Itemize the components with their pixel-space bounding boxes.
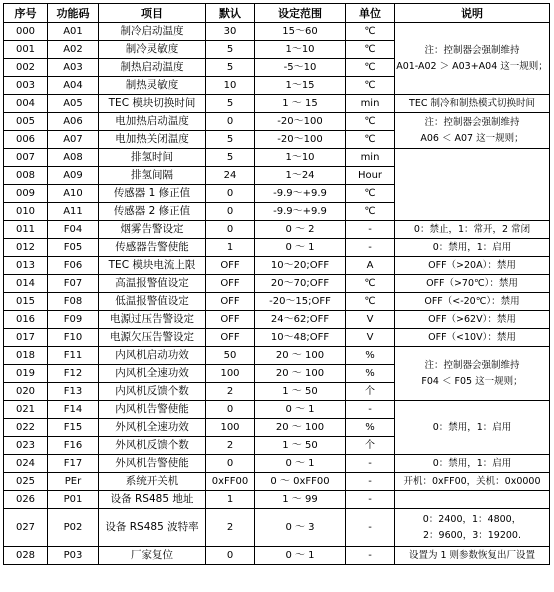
default-cell: 1 — [206, 491, 255, 509]
unit-cell: Hour — [346, 167, 395, 185]
index-cell: 008 — [4, 167, 48, 185]
default-cell: 0 — [206, 185, 255, 203]
unit-cell: V — [346, 329, 395, 347]
index-cell: 000 — [4, 23, 48, 41]
unit-cell: ℃ — [346, 275, 395, 293]
description-cell: OFF（>70℃）：禁用 — [395, 275, 550, 293]
table-row — [4, 23, 550, 41]
unit-cell: ℃ — [346, 77, 395, 95]
header-item: 项目 — [99, 4, 206, 23]
default-cell: OFF — [206, 257, 255, 275]
code-cell: A02 — [48, 41, 99, 59]
item-cell: 电加热关闭温度 — [99, 131, 206, 149]
unit-cell: % — [346, 347, 395, 365]
item-cell: 电加热启动温度 — [99, 113, 206, 131]
index-cell: 005 — [4, 113, 48, 131]
code-cell: F05 — [48, 239, 99, 257]
index-cell: 004 — [4, 95, 48, 113]
unit-cell: ℃ — [346, 293, 395, 311]
item-cell: 传感器告警使能 — [99, 239, 206, 257]
code-cell: F10 — [48, 329, 99, 347]
item-cell: 内风机启动功效 — [99, 347, 206, 365]
code-cell: A03 — [48, 59, 99, 77]
code-cell: A10 — [48, 185, 99, 203]
unit-cell: - — [346, 401, 395, 419]
unit-cell: ℃ — [346, 185, 395, 203]
item-cell: 制热启动温度 — [99, 59, 206, 77]
unit-cell: - — [346, 473, 395, 491]
index-cell: 021 — [4, 401, 48, 419]
index-cell: 020 — [4, 383, 48, 401]
item-cell: 电源过压告警设定 — [99, 311, 206, 329]
header-range: 设定范围 — [255, 4, 346, 23]
range-cell: 1～24 — [255, 167, 346, 185]
item-cell: 内风机反馈个数 — [99, 383, 206, 401]
unit-cell: V — [346, 311, 395, 329]
index-cell: 015 — [4, 293, 48, 311]
range-cell: 20 ～ 100 — [255, 419, 346, 437]
range-cell: 15～60 — [255, 23, 346, 41]
description-cell: 开机：0xFF00，关机：0x0000 — [395, 473, 550, 491]
default-cell: 1 — [206, 239, 255, 257]
item-cell: 厂家复位 — [99, 547, 206, 565]
code-cell: P03 — [48, 547, 99, 565]
unit-cell: - — [346, 455, 395, 473]
code-cell: A04 — [48, 77, 99, 95]
item-cell: 电源欠压告警设定 — [99, 329, 206, 347]
unit-cell: - — [346, 239, 395, 257]
code-cell: F11 — [48, 347, 99, 365]
table-row — [4, 239, 550, 257]
range-cell: 0 ～ 1 — [255, 455, 346, 473]
item-cell: 内风机全速功效 — [99, 365, 206, 383]
index-cell: 009 — [4, 185, 48, 203]
note-line: 0：2400，1：4800， — [422, 513, 522, 525]
range-cell: 1 ～ 15 — [255, 95, 346, 113]
description-cell: 0：禁用，1：启用 — [395, 455, 550, 473]
index-cell: 001 — [4, 41, 48, 59]
item-cell: 制冷灵敏度 — [99, 41, 206, 59]
code-cell: A07 — [48, 131, 99, 149]
code-cell: P01 — [48, 491, 99, 509]
range-cell: -20～15;OFF — [255, 293, 346, 311]
default-cell: 5 — [206, 41, 255, 59]
description-cell: OFF（>62V）：禁用 — [395, 311, 550, 329]
default-cell: 5 — [206, 59, 255, 77]
unit-cell: - — [346, 509, 395, 547]
default-cell: OFF — [206, 293, 255, 311]
table-row — [4, 293, 550, 311]
code-cell: A09 — [48, 167, 99, 185]
index-cell: 028 — [4, 547, 48, 565]
range-cell: 0 ～ 1 — [255, 401, 346, 419]
table-row — [4, 95, 550, 113]
index-cell: 017 — [4, 329, 48, 347]
description-cell — [395, 509, 550, 547]
default-cell: 5 — [206, 95, 255, 113]
default-cell: 2 — [206, 509, 255, 547]
range-cell: 1 ～ 50 — [255, 437, 346, 455]
table-row — [4, 347, 550, 365]
range-cell: 10～20;OFF — [255, 257, 346, 275]
unit-cell: - — [346, 547, 395, 565]
table-row — [4, 455, 550, 473]
default-cell: 0 — [206, 455, 255, 473]
unit-cell: - — [346, 491, 395, 509]
index-cell: 006 — [4, 131, 48, 149]
item-cell: 传感器 1 修正值 — [99, 185, 206, 203]
table-row — [4, 275, 550, 293]
code-cell: F14 — [48, 401, 99, 419]
note-line: 注：控制器会强制维持 — [424, 359, 520, 371]
unit-cell: min — [346, 149, 395, 167]
default-cell: 30 — [206, 23, 255, 41]
index-cell: 003 — [4, 77, 48, 95]
note-line: 注：控制器会强制维持 — [424, 116, 520, 128]
item-cell: 烟雾告警设定 — [99, 221, 206, 239]
item-cell: 低温报警值设定 — [99, 293, 206, 311]
code-cell: A08 — [48, 149, 99, 167]
note-line: A06 ＜ A07 这一规则； — [420, 132, 524, 144]
description-cell: OFF（<10V）：禁用 — [395, 329, 550, 347]
default-cell: 50 — [206, 347, 255, 365]
description-cell: TEC 制冷和制热模式切换时间 — [395, 95, 550, 113]
default-cell: 0 — [206, 547, 255, 565]
unit-cell: ℃ — [346, 59, 395, 77]
item-cell: 外风机告警使能 — [99, 455, 206, 473]
range-cell: 24～62;OFF — [255, 311, 346, 329]
index-cell: 022 — [4, 419, 48, 437]
range-cell: 1 ～ 50 — [255, 383, 346, 401]
default-cell: 0 — [206, 113, 255, 131]
note-line: 2：9600，3：19200. — [422, 529, 521, 541]
range-cell: 0 ～ 1 — [255, 547, 346, 565]
item-cell: 排氢间隔 — [99, 167, 206, 185]
range-cell: 0 ～ 1 — [255, 239, 346, 257]
table-row — [4, 401, 550, 419]
item-cell: 系统开关机 — [99, 473, 206, 491]
item-cell: 排氢时间 — [99, 149, 206, 167]
item-cell: 内风机告警使能 — [99, 401, 206, 419]
range-cell: 0 ～ 2 — [255, 221, 346, 239]
range-cell: 1～10 — [255, 41, 346, 59]
description-cell: OFF（>20A）：禁用 — [395, 257, 550, 275]
index-cell: 026 — [4, 491, 48, 509]
unit-cell: ℃ — [346, 41, 395, 59]
range-cell: 0 ～ 0xFF00 — [255, 473, 346, 491]
default-cell: 0 — [206, 203, 255, 221]
item-cell: 设备 RS485 地址 — [99, 491, 206, 509]
default-cell: 100 — [206, 419, 255, 437]
description-cell: 0：禁用，1：启用 — [395, 239, 550, 257]
index-cell: 024 — [4, 455, 48, 473]
header-index: 序号 — [4, 4, 48, 23]
range-cell: 1～15 — [255, 77, 346, 95]
index-cell: 018 — [4, 347, 48, 365]
unit-cell: ℃ — [346, 113, 395, 131]
code-cell: A05 — [48, 95, 99, 113]
code-cell: A11 — [48, 203, 99, 221]
index-cell: 012 — [4, 239, 48, 257]
unit-cell: % — [346, 365, 395, 383]
default-cell: 100 — [206, 365, 255, 383]
header-row — [4, 4, 550, 23]
table-row — [4, 509, 550, 547]
table-row — [4, 221, 550, 239]
range-cell: 0 ～ 3 — [255, 509, 346, 547]
range-cell: 10～48;OFF — [255, 329, 346, 347]
code-cell: P02 — [48, 509, 99, 547]
default-cell: 5 — [206, 149, 255, 167]
range-cell: 20 ～ 100 — [255, 347, 346, 365]
table-row — [4, 473, 550, 491]
index-cell: 016 — [4, 311, 48, 329]
item-cell: 外风机反馈个数 — [99, 437, 206, 455]
table-row — [4, 257, 550, 275]
default-cell: 0 — [206, 401, 255, 419]
description-cell: 0：禁止，1：常开，2 常闭 — [395, 221, 550, 239]
description-cell — [395, 347, 550, 401]
code-cell: F15 — [48, 419, 99, 437]
item-cell: 制冷启动温度 — [99, 23, 206, 41]
table-row — [4, 113, 550, 131]
table-row — [4, 149, 550, 167]
index-cell: 023 — [4, 437, 48, 455]
code-cell: A01 — [48, 23, 99, 41]
index-cell: 019 — [4, 365, 48, 383]
note-line: A01-A02 ＞ A03+A04 这一规则； — [396, 60, 548, 72]
range-cell: 1 ～ 99 — [255, 491, 346, 509]
description-cell — [395, 113, 550, 149]
index-cell: 014 — [4, 275, 48, 293]
index-cell: 010 — [4, 203, 48, 221]
table-row — [4, 329, 550, 347]
item-cell: TEC 模块电流上限 — [99, 257, 206, 275]
default-cell: 0 — [206, 221, 255, 239]
index-cell: 002 — [4, 59, 48, 77]
unit-cell: A — [346, 257, 395, 275]
header-code: 功能码 — [48, 4, 99, 23]
code-cell: F13 — [48, 383, 99, 401]
item-cell: 传感器 2 修正值 — [99, 203, 206, 221]
code-cell: F04 — [48, 221, 99, 239]
item-cell: 设备 RS485 波特率 — [99, 509, 206, 547]
table-row — [4, 311, 550, 329]
note-line: 注：控制器会强制维持 — [424, 44, 520, 56]
table-row — [4, 491, 550, 509]
code-cell: F12 — [48, 365, 99, 383]
range-cell: 20 ～ 100 — [255, 365, 346, 383]
unit-cell: ℃ — [346, 131, 395, 149]
unit-cell: ℃ — [346, 23, 395, 41]
range-cell: -9.9～+9.9 — [255, 185, 346, 203]
default-cell: 5 — [206, 131, 255, 149]
default-cell: 10 — [206, 77, 255, 95]
code-cell: F08 — [48, 293, 99, 311]
range-cell: -20～100 — [255, 113, 346, 131]
description-cell — [395, 23, 550, 95]
unit-cell: 个 — [346, 383, 395, 401]
header-default: 默认 — [206, 4, 255, 23]
index-cell: 007 — [4, 149, 48, 167]
unit-cell: % — [346, 419, 395, 437]
item-cell: 高温报警值设定 — [99, 275, 206, 293]
range-cell: 20～70;OFF — [255, 275, 346, 293]
unit-cell: min — [346, 95, 395, 113]
description-cell: OFF（<-20℃）：禁用 — [395, 293, 550, 311]
description-cell: 设置为 1 则参数恢复出厂设置 — [395, 547, 550, 565]
description-cell: 0：禁用，1：启用 — [395, 401, 550, 455]
unit-cell: - — [346, 221, 395, 239]
range-cell: -20～100 — [255, 131, 346, 149]
default-cell: 24 — [206, 167, 255, 185]
default-cell: OFF — [206, 329, 255, 347]
range-cell: 1～10 — [255, 149, 346, 167]
code-cell: F09 — [48, 311, 99, 329]
code-cell: F17 — [48, 455, 99, 473]
code-cell: F16 — [48, 437, 99, 455]
table-row — [4, 547, 550, 565]
code-cell: PEr — [48, 473, 99, 491]
item-cell: TEC 模块切换时间 — [99, 95, 206, 113]
default-cell: 2 — [206, 383, 255, 401]
default-cell: OFF — [206, 311, 255, 329]
code-cell: F07 — [48, 275, 99, 293]
item-cell: 外风机全速功效 — [99, 419, 206, 437]
unit-cell: ℃ — [346, 203, 395, 221]
header-description: 说明 — [395, 4, 550, 23]
note-line: F04 ＜ F05 这一规则； — [421, 375, 523, 387]
default-cell: 0xFF00 — [206, 473, 255, 491]
index-cell: 025 — [4, 473, 48, 491]
index-cell: 013 — [4, 257, 48, 275]
default-cell: OFF — [206, 275, 255, 293]
header-unit: 单位 — [346, 4, 395, 23]
index-cell: 027 — [4, 509, 48, 547]
default-cell: 2 — [206, 437, 255, 455]
index-cell: 011 — [4, 221, 48, 239]
code-cell: A06 — [48, 113, 99, 131]
item-cell: 制热灵敏度 — [99, 77, 206, 95]
description-cell — [395, 491, 550, 509]
unit-cell: 个 — [346, 437, 395, 455]
parameter-table — [3, 3, 550, 565]
range-cell: -5～10 — [255, 59, 346, 77]
range-cell: -9.9～+9.9 — [255, 203, 346, 221]
code-cell: F06 — [48, 257, 99, 275]
description-cell — [395, 149, 550, 221]
